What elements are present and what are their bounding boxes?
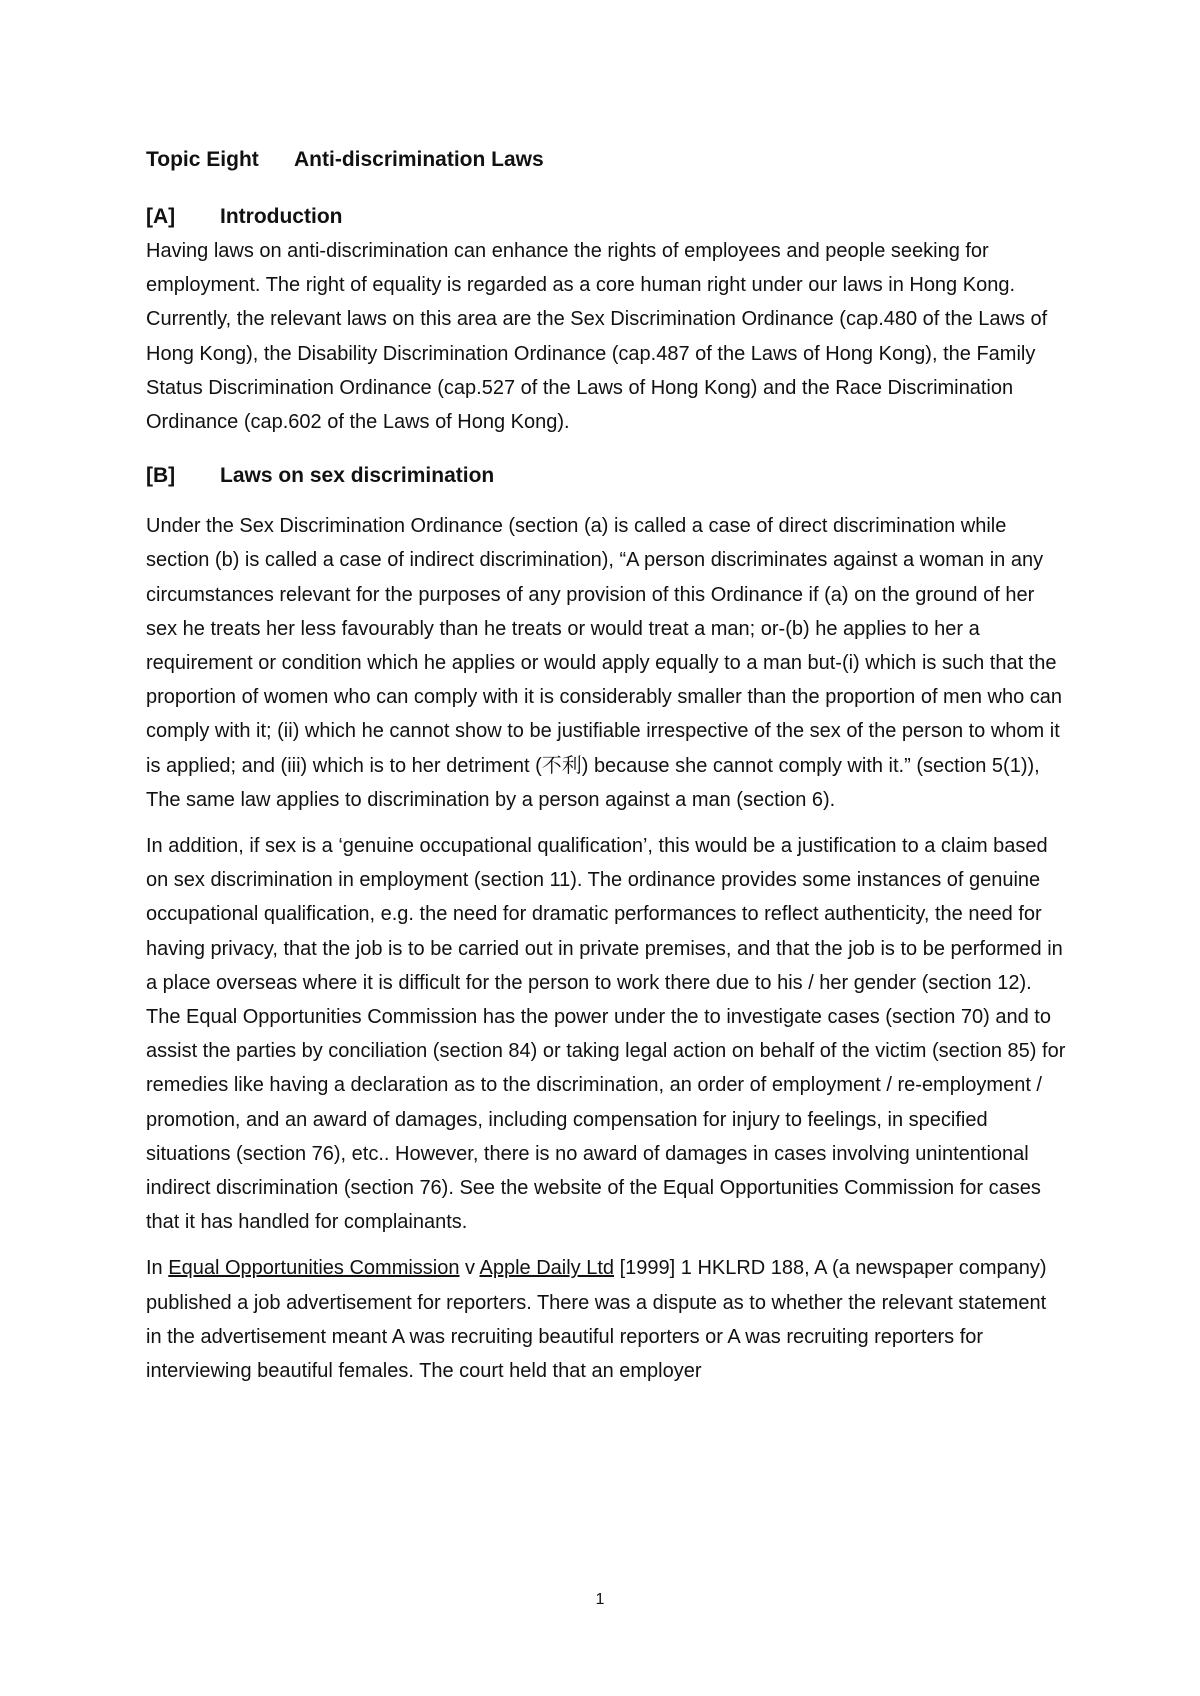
case-party-defendant: Apple Daily Ltd [479, 1257, 615, 1280]
case-versus-text: v [459, 1257, 480, 1280]
section-b-number: [B] [146, 464, 176, 488]
sex-discrimination-definition-paragraph: Under the Sex Discrimination Ordinance (section (a) is called a case of direct discrimination while section (b) is called a case of indirect discrimination), “A person discriminates against a woman in any circumstances relevant for the purposes of any provision of this Ordinance if (a) on the ground of her sex he treats her less favourably than he treats or would treat a man; or-(b) he applies to her a requirement or condition which he applies or would apply equally to a man but-(i) which is such that the proportion of women who can comply with it is considerably smaller than the proportion of men who can comply with it; (ii) which he cannot show to be justifiable irrespective of the sex of the person to whom it is applied; and (iii) which is to her detriment (不利) because she cannot comply with it.” (section 5(1)), The same law applies to discrimination by a person against a man (section 6). [146, 515, 1063, 811]
section-a-title: Introduction [220, 205, 343, 228]
document-page [146, 140, 1066, 1388]
page-number: 1 [595, 1591, 605, 1608]
case-party-plaintiff: Equal Opportunities Commission [168, 1257, 460, 1280]
section-a-heading [146, 200, 1066, 234]
introduction-paragraph: Having laws on anti-discrimination can enhance the rights of employees and people seeking for employment. The right of equality is regarded as a core human right under our laws in Hong Kong. Currently, the relevant laws on this area are the Sex Discrimination Ordinance (cap.480 of the Laws of Hong Kong), the Disability Discrimination Ordinance (cap.487 of the Laws of Hong Kong), the Family Status Discrimination Ordinance (cap.527 of the Laws of Hong Kong) and the Race Discrimination Ordinance (cap.602 of the Laws of Hong Kong). [146, 240, 1048, 434]
case-law-paragraph [146, 1251, 1066, 1388]
topic-label: Topic Eight [146, 148, 259, 171]
section-b-title: Laws on sex discrimination [220, 464, 495, 488]
topic-title [146, 140, 1066, 180]
case-intro-text: In [146, 1257, 169, 1280]
case-description-text: [1999] 1 HKLRD 188, A (a newspaper company) published a job advertisement for reporters. There was a dispute as to whether the relevant statement in the advertisement meant A was recruiting beautiful reporters or A was recruiting reporters for interviewing beautiful females. The court held that an employer [146, 1257, 1047, 1383]
genuine-occupational-qualification-paragraph: In addition, if sex is a ‘genuine occupational qualification’, this would be a justification to a claim based on sex discrimination in employment (section 11). The ordinance provides some instances of genuine occupational qualification, e.g. the need for dramatic performances to reflect authenticity, the need for having privacy, that the job is to be carried out in private premises, and that the job is to be performed in a place overseas where it is difficult for the person to work there due to his / her gender (section 12). The Equal Opportunities Commission has the power under the to investigate cases (section 70) and to assist the parties by conciliation (section 84) or taking legal action on behalf of the victim (section 85) for remedies like having a declaration as to the discrimination, an order of employment / re-employment / promotion, and an award of damages, including compensation for injury to feelings, in specified situations (section 76), etc.. However, there is no award of damages in cases involving unintentional indirect discrimination (section 76). See the website of the Equal Opportunities Commission for cases that it has handled for complainants. [146, 835, 1066, 1234]
topic-heading: Anti-discrimination Laws [294, 148, 544, 171]
section-b-heading [146, 459, 1066, 493]
section-a-number: [A] [146, 205, 176, 228]
